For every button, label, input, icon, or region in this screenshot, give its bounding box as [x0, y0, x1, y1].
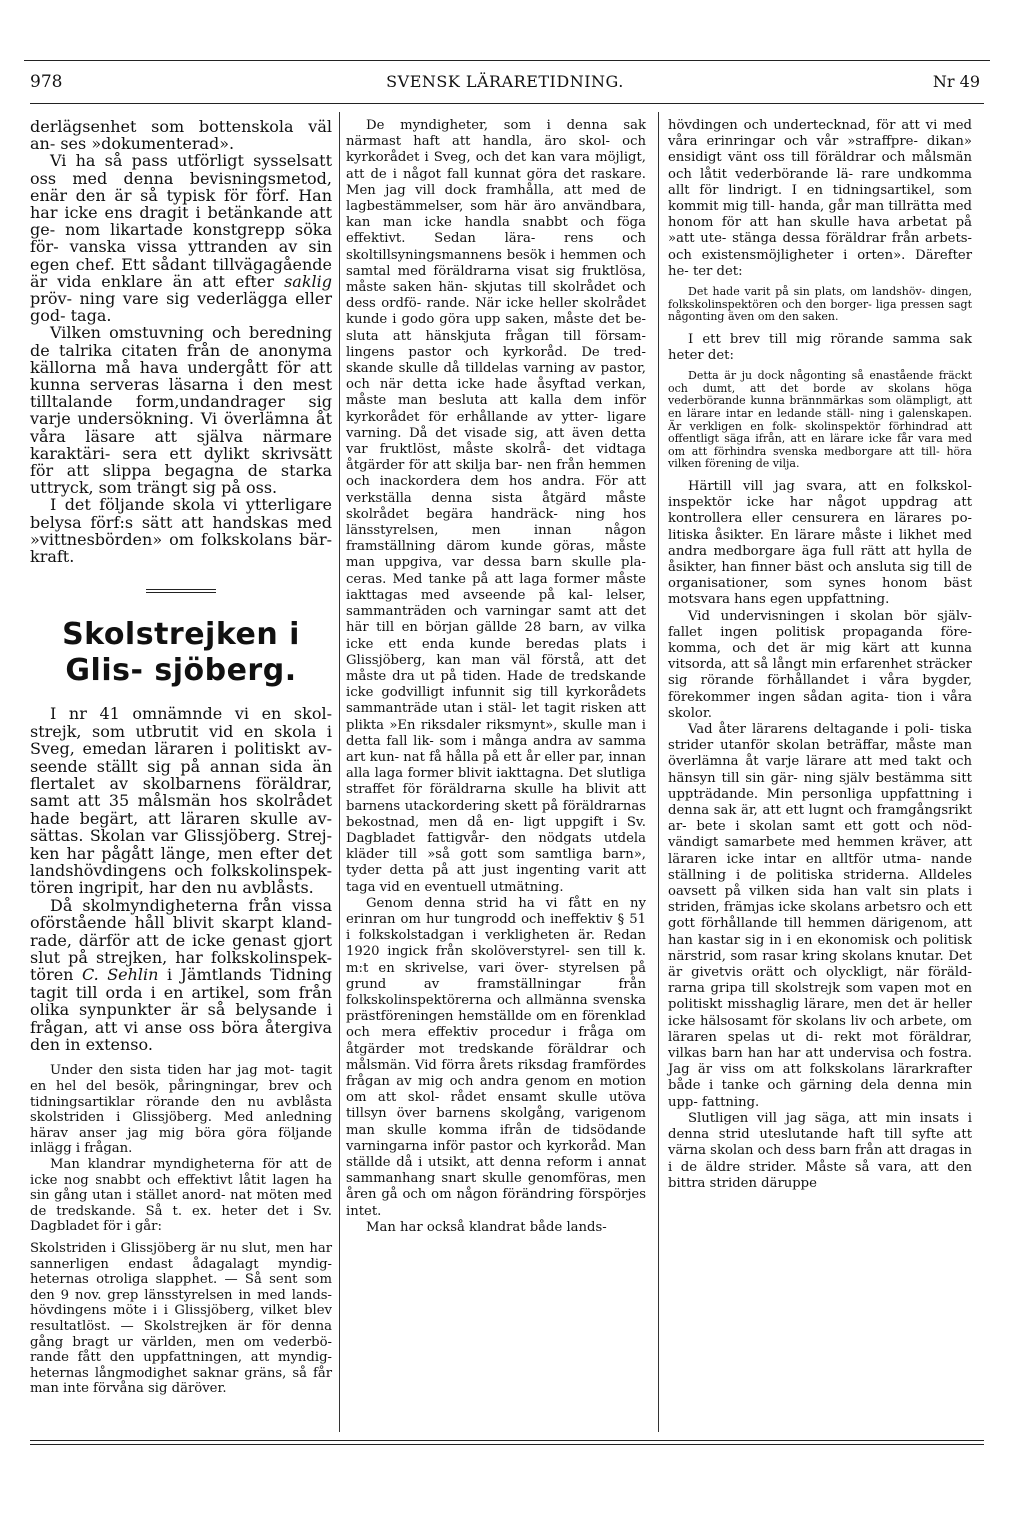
block-quote: Det hade varit på sin plats, om landshöv- dingen, folkskolinspektören och den borger- liga pressen sagt någonting även om den saken. — [668, 285, 972, 324]
footer-rule — [30, 1440, 984, 1441]
paragraph: Härtill vill jag svara, att en folkskol- inspektör icke har något uppdrag att kontrollera eller censurera en lärares po- litiska åsikter. En lärare måste i likhet med andra medborgare äga full rätt att hylla de åsikter, han finner bäst och ansluta sig till de organisationer, som synes honom bäst motsvara hans egen uppfattning. — [668, 478, 972, 608]
paragraph: derlägsenhet som bottenskola väl an- ses »dokumenterad». — [30, 117, 332, 154]
article-headline: Skolstrejken i Glis- sjöberg. — [62, 617, 300, 689]
paragraph: Då skolmyndigheterna från vissa oförstående håll blivit skarpt kland- rade, därför att de icke genast gjort slut på strejken, har folkskolinspek- tören C. Sehlin i Jämtlands Tidning tagit till orda i en artikel, som från olika synpunkter är så belysande i frågan, att vi anse oss böra återgiva den in extenso. — [30, 895, 333, 1054]
page-number: 978 — [30, 72, 63, 92]
paragraph: Vilken omstuvning och beredning de talrika citaten från de anonyma källorna må hava undergått för att kunna serveras läsarna i den mest tilltalande form,undandrager sig varje undersökning. Vi överlämna åt våra läsare att själva närmare karaktäri- sera ett dylikt skrivsätt för att slippa begagna de starka uttryck, som trängt sig på oss. — [30, 323, 332, 498]
column-3 — [668, 118, 972, 1192]
block-quote: Skolstriden i Glissjöberg är nu slut, men har sannerligen endast ådagalagt myndig- heternas otroliga slapphet. — Så sent som den 9 nov. grep länsstyrelsen in med lands- hövdingens möte i i Glissjöberg, vilket blev resultatlöst. — Skolstrejken är för denna gång bragt ur världen, men om vederbö- rande fått den uppfattningen, att myndig- heternas långmodighet saknar gräns, så får man inte förvåna sig däröver. — [30, 1240, 332, 1397]
column-divider-2 — [658, 112, 659, 1432]
paragraph: Vi ha så pass utförligt sysselsatt oss med denna bevisningsmetod, enär den är så typisk för förf. Han har icke ens dragit i betänkande att ge- nom likartade konstgrepp söka för- vanska vissa yttranden av sin egen chef. Ett sådant tillvägagående är vida enklare än att efter saklig pröv- ning vare sig vederlägga eller god- taga. — [30, 151, 332, 326]
paragraph: Man har också klandrat både lands- — [366, 1219, 607, 1235]
paragraph: Slutligen vill jag säga, att min insats i denna strid uteslutande haft till syfte att värna skolan och dess barn från att dragas in i de äldre strider. Måste så vara, att den bittra striden däruppe — [668, 1110, 972, 1191]
column-2 — [346, 118, 646, 1236]
paragraph: Under den sista tiden har jag mot- tagit en hel del besök, påringningar, brev och tidningsartiklar rörande den nu avblåsta skolstriden i Glissjöberg. Med anledning härav anser jag mig böra göra följande inlägg i frågan. — [30, 1063, 332, 1157]
footer-rule — [30, 1444, 984, 1445]
paragraph: Vid undervisningen i skolan bör själv- fallet ingen politisk propaganda före- komma, och det är mig kärt att kunna vitsorda, att så långt min erfarenhet sträcker sig rörande förhållandet i våra bygder, förekommer ingen sådan agita- tion i våra skolor. — [668, 608, 972, 721]
paragraph: I ett brev till mig rörande samma sak heter det: — [668, 331, 972, 364]
block-quote: Detta är ju dock någonting så enastående fräckt och dumt, att det borde av skolans höga vederbörande kunna brännmärkas som olämpligt, att en lärare intar en ledande ställ- ning i galenskapen. Är verkligen en folk- skolinspektör förhindrad att offentligt säga ifrån, att en lärare icke får vara med om att förhindra svenska medborgare att till- höra vilken förening de vilja. — [668, 369, 972, 471]
paragraph: Man klandrar myndigheterna för att de icke nog snabbt och effektivt låtit lagen ha sin gång utan i stället anord- nat möten med de tredskande. Så t. ex. heter det i Sv. Dagbladet för i går: — [30, 1156, 332, 1235]
header-rule — [30, 103, 984, 104]
section-separator — [146, 589, 216, 595]
publication-title: SVENSK LÄRARETIDNING. — [386, 72, 624, 91]
column-1 — [30, 118, 332, 1405]
column-divider-1 — [339, 112, 340, 1432]
issue-number: Nr 49 — [932, 72, 980, 91]
page-header — [30, 72, 980, 98]
paragraph: I nr 41 omnämnde vi en skol- strejk, som utbrutit vid en skola i Sveg, emedan läraren i politiskt av- seende ställt sig på annan sida än flertalet av skolbarnens föräldrar, samt att 35 målsmän hos skolrådet hade begärt, att läraren skulle av- sättas. Skolan var Glissjöberg. Strej- ken har pågått länge, men efter det landshövdingens och folkskolinspek- tören ingripit, har den nu avblåsts. — [30, 704, 332, 898]
paragraph: I det följande skola vi ytterligare belysa förf:s sätt att handskas med »vittnesbörden» om folkskolans bär- kraft. — [30, 495, 332, 567]
paragraph: hövdingen och undertecknad, för att vi med våra erinringar och vår »straffpre- dikan» ensidigt vänt oss till föräldrar och målsmän och låtit vederbörande lä- rare undkomma allt för lindrigt. I en tidningsartikel, som kommit mig till- handa, går man tillrätta med honom för att han skulle hava arbetat på »att ute- stänga dessa föräldrar från arbets- och existensmöjligheter i orten». Därefter he- ter det: — [668, 118, 972, 279]
paragraph: Vad åter lärarens deltagande i poli- tiska strider utanför skolan beträffar, måste man överlämna åt varje lärare att med takt och hänsyn till sin gär- ning själv bestämma sitt uppträdande. Min personliga uppfattning i denna sak är, att ett lugnt och framgångsrikt ar- bete i skolan samt ett gott och nöd- vändigt samarbete med hemmen kräver, att läraren icke intar en alltför utma- nande ställning i de politiska striderna. Alldeles oavsett på vilken sida han valt sin plats i striden, främjas icke skolans arbetsro och ett gott förhållande till hemmen därigenom, att han kastar sig in i en ekonomisk och politisk närstrid, som rasar kring skolans knutar. Det är givetvis orätt och olyckligt, när föräld- rarna gripa till skolstrejk som vapen mot en politiskt misshaglig lärare, men det är heller icke hälsosamt för skolans liv och arbete, om läraren spelas ut di- rekt mot föräldrar, vilkas barn han har att undervisa och fostra. Jag är viss om att folkskolans lärarkrafter både i tanke och gärning dela denna min upp- fattning. — [668, 722, 972, 1110]
top-rule — [24, 60, 990, 61]
paragraph: De myndigheter, som i denna sak närmast haft att handla, äro skol- och kyrkorådet i Sveg, och det kan vara möjligt, att de i något fall kunnat göra det raskare. Men jag vill dock framhålla, att med de lagbestämmelser, som här äro användbara, kan man icke handla snabbt och föga effektivt. Sedan lära- rens och skoltillsyningsmannens besök i hemmen och samtal med föräldrarna visat sig fruktlösa, måste saken hän- skjutas till skolrådet och dess ordfö- rande. När icke heller skolrådet kunde i godo göra upp saken, måste det be- sluta att hänskjuta frågan till försam- lingens pastor och kyrkoråd. De tred- skande skulle då tilldelas varning av pastor, och när detta icke hade åsyftad verkan, måste man besluta att kalla dem inför kyrkorådet för erhållande av ytter- ligare varning. Då det visade sig, att även detta var fruktlöst, måste skolrå- det vidtaga åtgärder för att skilja bar- nen från hemmen och inackordera dem hos andra. För att verkställa denna sista åtgärd måste skolrådet begära handräck- ning hos länsstyrelsen, men innan någon framställning därom kunde göras, måste man uppgiva, var dessa barn skulle pla- ceras. Med tanke på att laga former måste iakttagas med avseende på kal- lelser, sammanträden och varningar samt att det här till en början gällde 28 barn, av vilka icke ett enda kunde beredas plats i Glissjöberg, kan man väl förstå, att det måste dra ut på tiden. Hade de tredskande icke godvilligt infunnit sig till kyrkorådets sammanträde utan i stäl- let tagit risken att plikta »En riksdaler riksmynt», skulle man i detta fall lik- som i många andra av samma art kun- nat få hålla på ett år eller par, innan alla laga former blivit iakttagna. Det slutliga straffet för föräldrarna skulle ha blivit att barnens utackordering skett på föräldrarnas bekostnad, men då en- ligt uppgift i Sv. Dagbladet fattigvår- den nödgats utdela kläder till »så gott som samtliga barn», tyder detta på att just ingenting varit att taga vid en eventuell utmätning. — [346, 118, 647, 895]
paragraph: Genom denna strid ha vi fått en ny erinran om hur tungrodd och ineffektiv § 51 i folkskolstadgan i verkligheten är. Redan 1920 ingick från skolöverstyrel- sen till k. m:t en skrivelse, vari över- styrelsen på grund av framställningar från folkskolinspektörerna och allmänna svenska prästföreningen hemställde om en förenklad och mera effektiv procedur i fråga om åtgärder mot tredskande föräldrar och målsmän. Vid förra årets riksdag framfördes frågan av mig och andra genom en motion om att skol- rådet ensamt skulle utöva tillsyn över barnens skolgång, varigenom man skulle komma ifrån de tidsödande varningarna inför pastor och kyrkoråd. Man ställde då i utsikt, att denna reform i annat sammanhang snart skulle genomföras, men åren gå och om någon förändring förspörjes intet. — [346, 895, 646, 1219]
